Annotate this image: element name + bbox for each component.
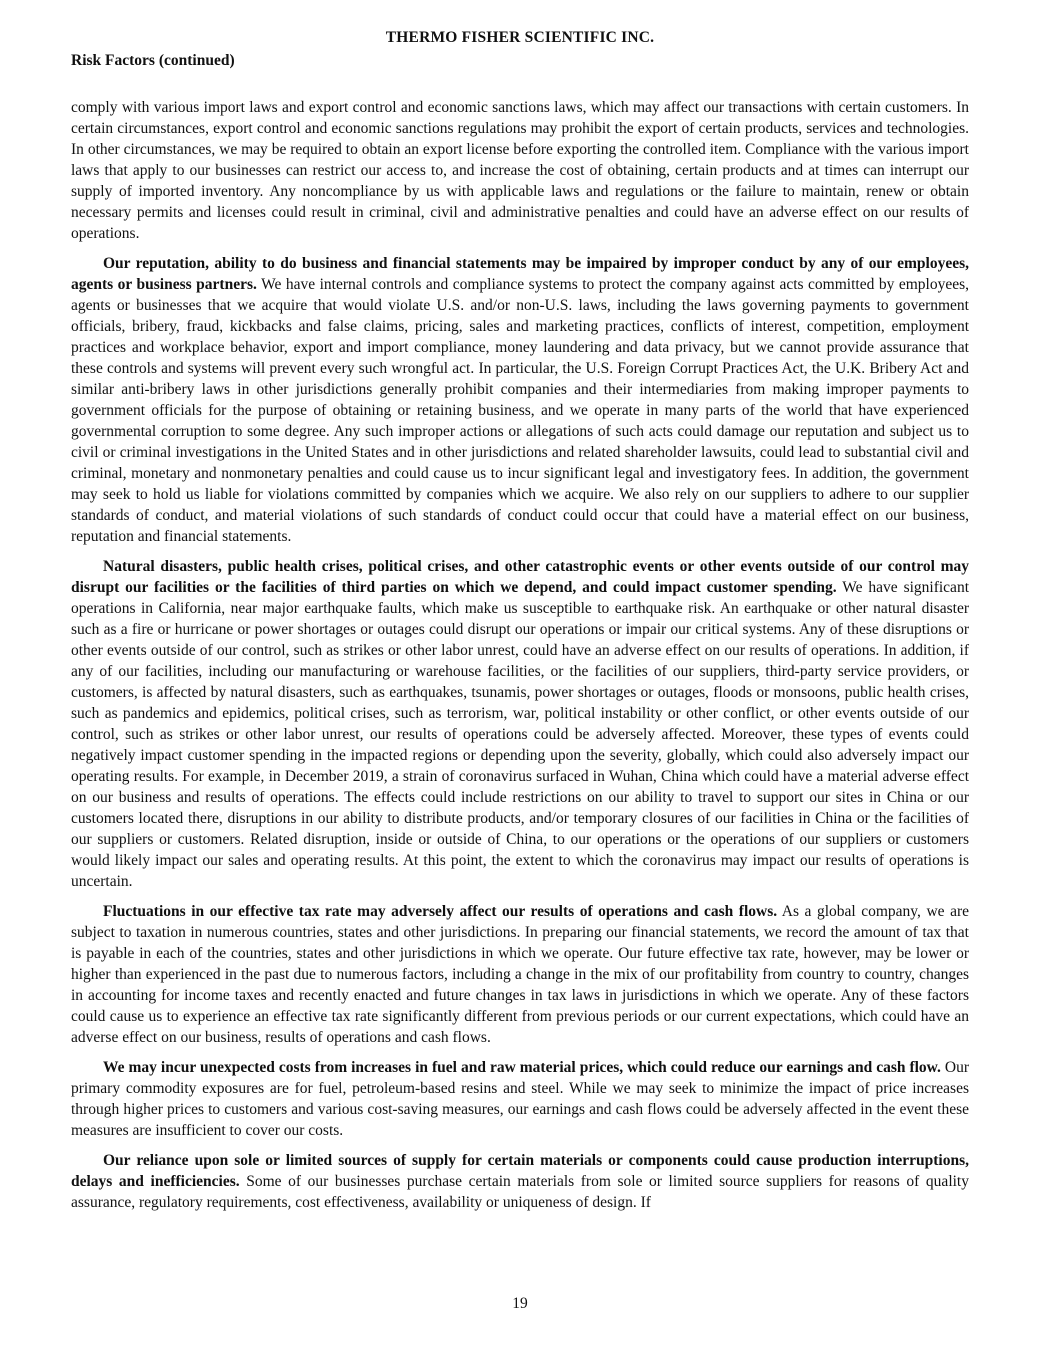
paragraph-text: We have internal controls and compliance systems to protect the company against acts committed by employees, agents or businesses that we acquire that would violate U.S. and/or non-U.S. laws, including the laws governing payments to government officials, bribery, fraud, kickbacks and false claims, pricing, sales and marketing practices, conflicts of interest, competition, employment practices and workplace behavior, export and import compliance, money laundering and data privacy, but we cannot provide assurance that these controls and systems will prevent every such wrongful act. In particular, the U.S. Foreign Corrupt Practices Act, the U.K. Bribery Act and similar anti-bribery laws in other jurisdictions generally prohibit companies and their intermediaries from making improper payments to government officials for the purpose of obtaining or retaining business, and we operate in many parts of the world that have experienced governmental corruption to some degree. Any such improper actions or allegations of such acts could damage our reputation and subject us to civil or criminal investigations in the United States and in other jurisdictions and related shareholder lawsuits, could lead to substantial civil and criminal, monetary and nonmonetary penalties and could cause us to incur significant legal and investigatory fees. In addition, the government may seek to hold us liable for violations committed by companies which we acquire. We also rely on our suppliers to adhere to our supplier standards of conduct, and material violations of such standards of conduct could occur that could have a material effect on our business, reputation and financial statements. [71,276,969,545]
paragraph-natural-disasters [71,556,969,892]
paragraph-text: Our primary commodity exposures are for fuel, petroleum-based resins and steel. While we may seek to minimize the impact of price increases through higher prices to customers and various cost-saving measures, our earnings and cash flows could be adversely affected in the event these measures are insufficient to cover our costs. [71,1059,970,1139]
paragraph-heading: We may incur unexpected costs from increases in fuel and raw material prices, which could reduce our earnings and cash flow. [103,1059,941,1076]
page-number: 19 [512,1295,528,1312]
paragraph-fuel-prices [71,1057,969,1141]
company-header: THERMO FISHER SCIENTIFIC INC. [385,29,655,46]
paragraph-heading: Natural disasters, public health crises, political crises, and other catastrophic events or other events outside of our control may disrupt our facilities or the facilities of third parties on which we depend, and could impact customer spending. [71,558,969,596]
paragraph-text: Some of our businesses purchase certain materials from sole or limited source suppliers for reasons of quality assurance, regulatory requirements, cost effectiveness, availability or uniqueness of design. If [71,1173,969,1211]
paragraph-heading: Fluctuations in our effective tax rate may adversely affect our results of operations and cash flows. [103,903,778,920]
paragraph-text: comply with various import laws and export control and economic sanctions laws, which may affect our transactions with certain customers. In certain circumstances, export control and economic sanctions regulations may prohibit the export of certain products, services and technologies. In other circumstances, we may be required to obtain an export license before exporting the controlled item. Compliance with the various import laws that apply to our businesses can restrict our access to, and increase the cost of obtaining, certain products and at times can interrupt our supply of imported inventory. Any noncompliance by us with applicable laws and regulations or the failure to maintain, renew or obtain necessary permits and licenses could result in criminal, civil and administrative penalties and could have an adverse effect on our results of operations. [71,99,969,242]
paragraph-continued [71,97,969,244]
document-body [71,97,969,1222]
paragraph-text: As a global company, we are subject to taxation in numerous countries, states and other jurisdictions. In preparing our financial statements, we record the amount of tax that is payable in each of the countries, states and other jurisdictions in which we operate. Our future effective tax rate, however, may be lower or higher than experienced in the past due to numerous factors, including a change in the mix of our profitability from country to country, changes in accounting for income taxes and recently enacted and future changes in tax laws in jurisdictions in which we operate. Any of these factors could cause us to experience an effective tax rate significantly different from previous periods or our current expectations, which could have an adverse effect on our business, results of operations and cash flows. [71,903,969,1046]
section-title: Risk Factors (continued) [71,52,235,69]
paragraph-heading: Our reputation, ability to do business and financial statements may be impaired by improper conduct by any of our employees, agents or business partners. [71,255,969,293]
paragraph-improper-conduct [71,253,969,547]
paragraph-text: We have significant operations in California, near major earthquake faults, which make us susceptible to earthquake risk. An earthquake or other natural disaster such as a fire or hurricane or power shortages or outages could disrupt our operations or impair our critical systems. Any of these disruptions or other events outside of our control, such as strikes or other labor unrest, could have an adverse effect on our results of operations. In addition, if any of our facilities, including our manufacturing or warehouse facilities, or the facilities of our suppliers, third-party service providers, or customers, is affected by natural disasters, such as earthquakes, tsunamis, power shortages or outages, floods or monsoons, public health crises, such as pandemics and epidemics, political crises, such as terrorism, war, political instability or other conflict, or other events outside of our control, such as strikes or other labor unrest, our results of operations could be adversely affected. Moreover, these types of events could negatively impact customer spending in the impacted regions or depending upon the severity, globally, which could also adversely impact our operating results. For example, in December 2019, a strain of coronavirus surfaced in Wuhan, China which could have a material adverse effect on our business and results of operations. The effects could include restrictions on our ability to travel to support our sites in China or our customers located there, disruptions in our ability to distribute products, and/or temporary closures of our facilities in China or the facilities of our suppliers or customers. Related disruption, inside or outside of China, to our operations or the operations of our suppliers or customers would likely impact our sales and operating results. At this point, the extent to which the coronavirus may impact our results of operations is uncertain. [71,579,969,890]
paragraph-sole-supply [71,1150,969,1213]
paragraph-tax-rate [71,901,969,1048]
paragraph-heading: Our reliance upon sole or limited sources of supply for certain materials or components could cause production interruptions, delays and inefficiencies. [71,1152,969,1190]
